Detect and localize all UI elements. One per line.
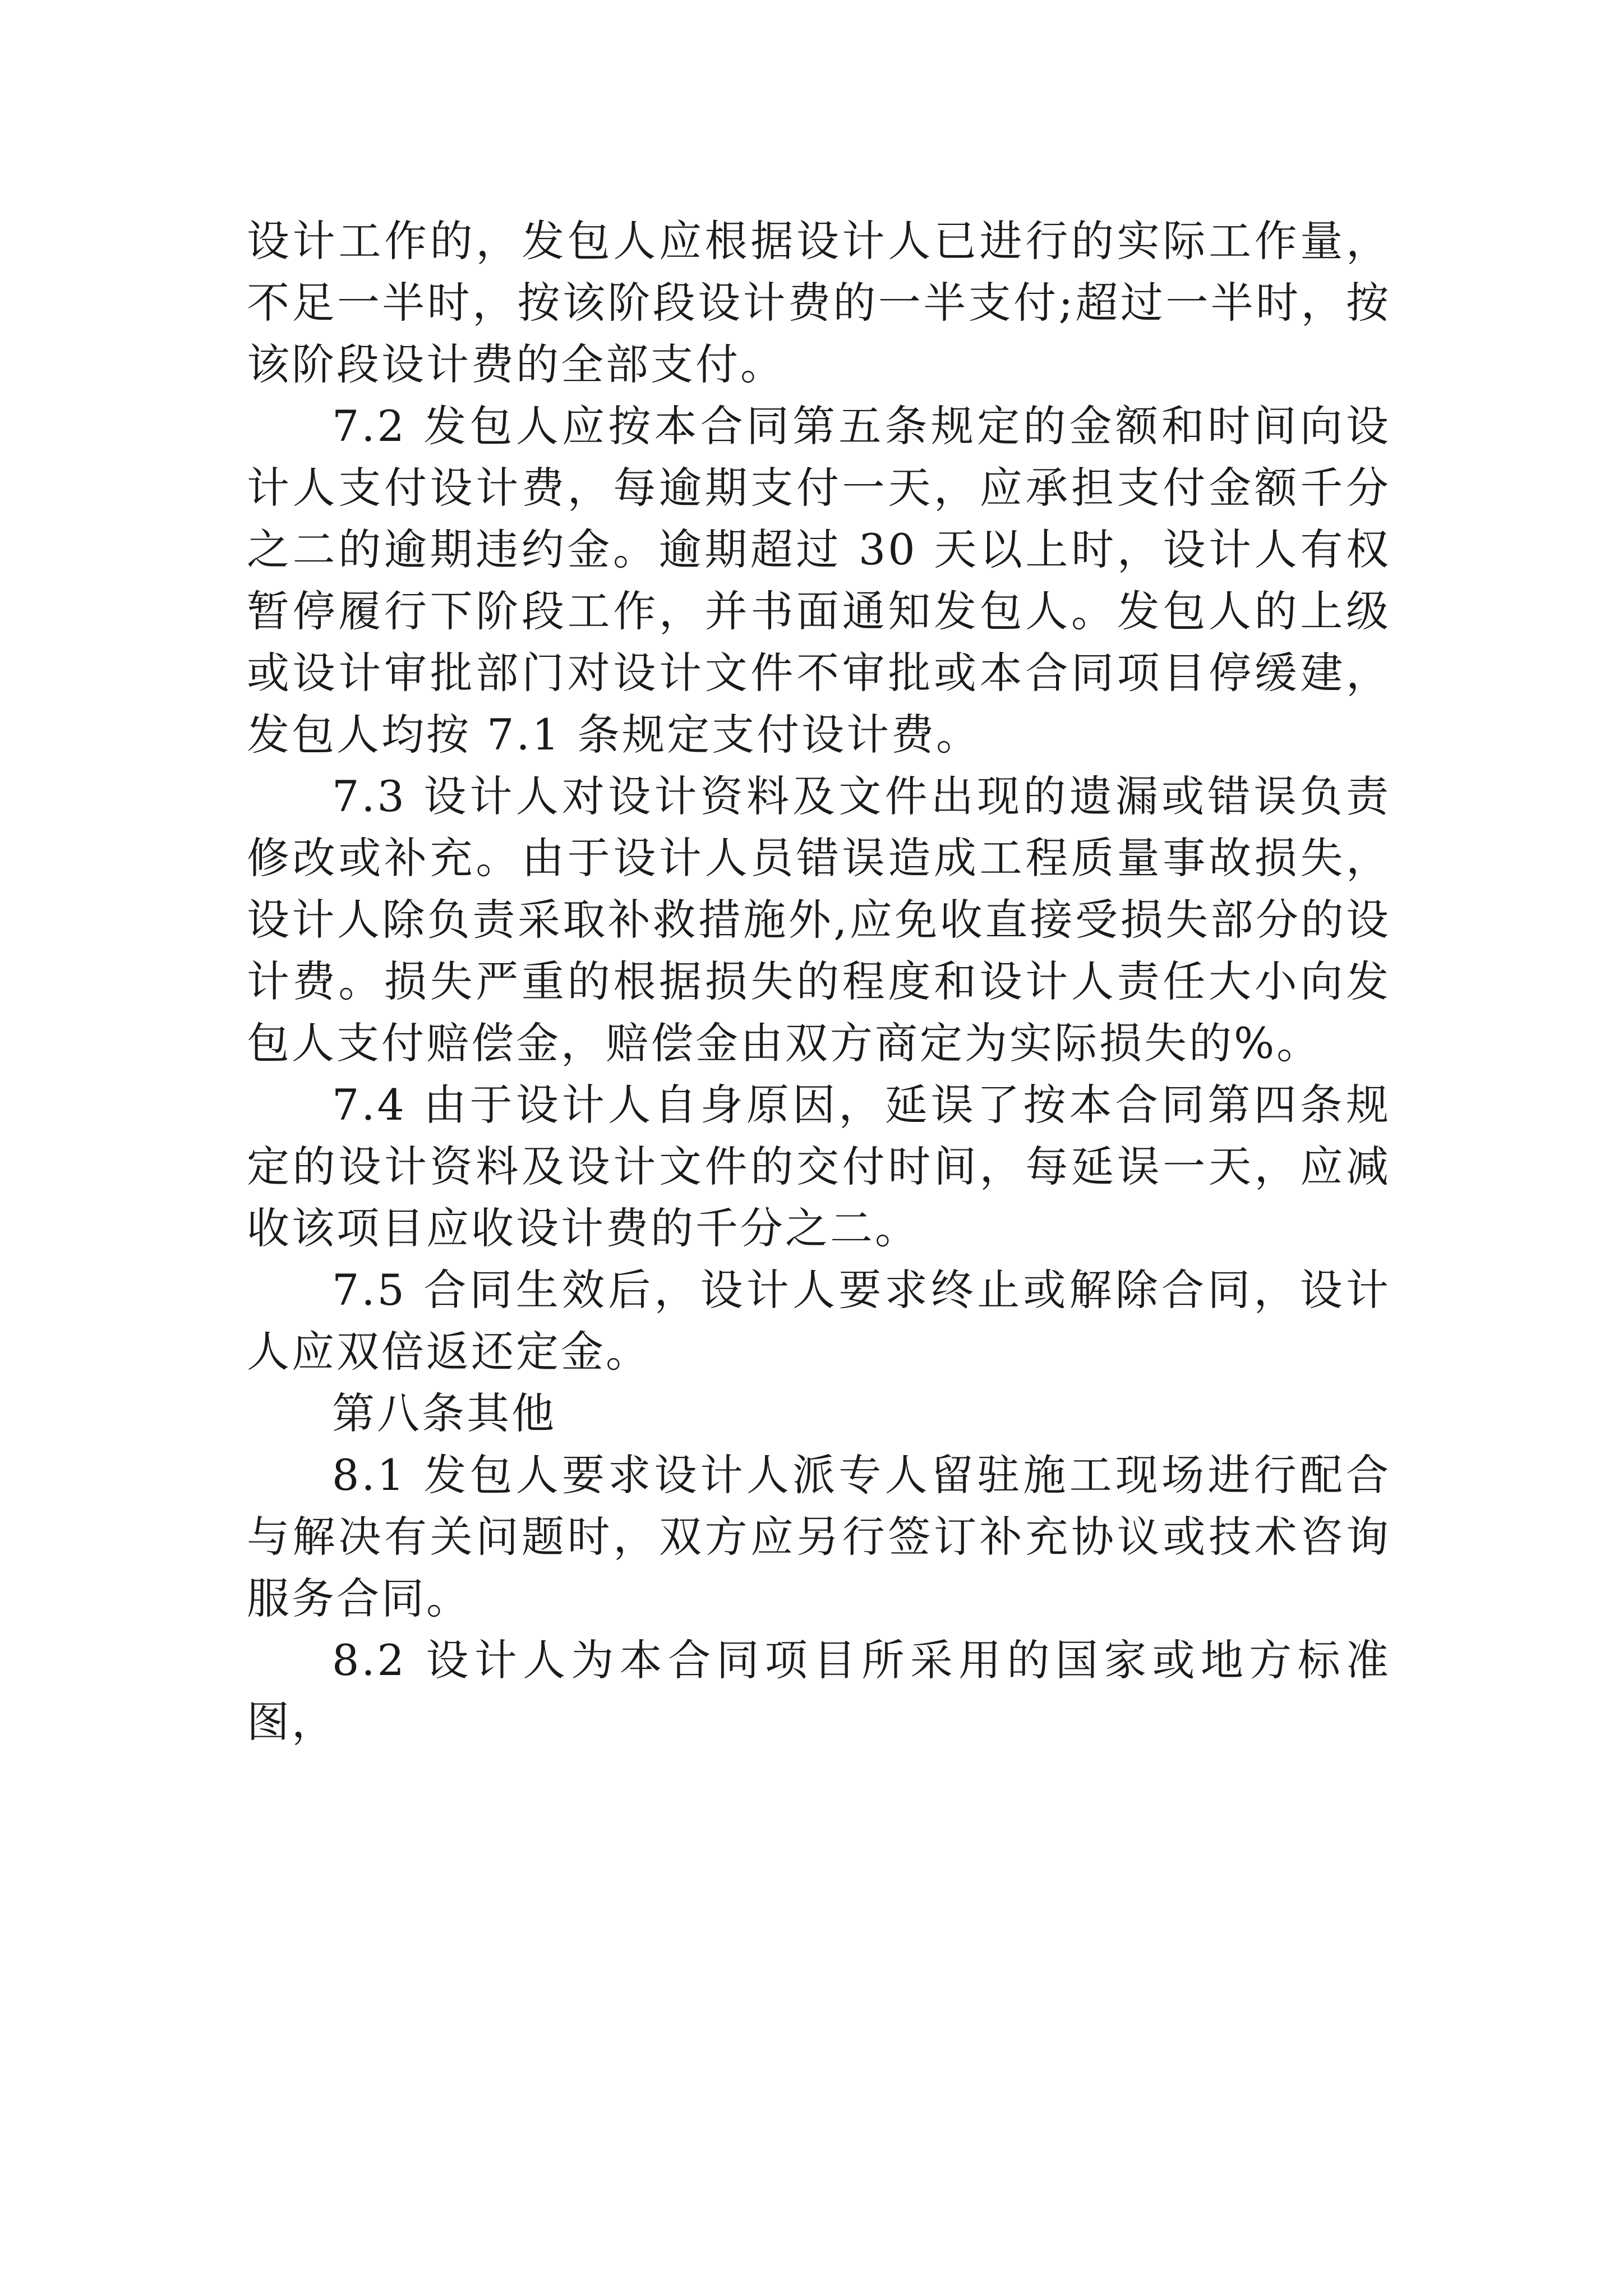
paragraph-7-2: 7.2 发包人应按本合同第五条规定的金额和时间向设计人支付设计费，每逾期支付一天，应承担支付金额千分之二的逾期违约金。逾期超过 30 天以上时，设计人有权暂停履行下阶段工作，并书面通知发包人。发包人的上级或设计审批部门对设计文件不审批或本合同项目停缓建，发包人均按 7.1 条规定支付设计费。 <box>247 401 1391 760</box>
paragraph-8-1: 8.1 发包人要求设计人派专人留驻施工现场进行配合与解决有关问题时，双方应另行签订补充协议或技术咨询服务合同。 <box>247 1450 1391 1623</box>
paragraph-7-5: 7.5 合同生效后，设计人要求终止或解除合同，设计人应双倍返还定金。 <box>247 1265 1391 1377</box>
section-heading-article-8: 第八条其他 <box>332 1388 556 1438</box>
paragraph-7-3: 7.3 设计人对设计资料及文件出现的遗漏或错误负责修改或补充。由于设计人员错误造成工程质量事故损失，设计人除负责采取补救措施外,应免收直接受损失部分的设计费。损失严重的根据损失的程度和设计人责任大小向发包人支付赔偿金，赔偿金由双方商定为实际损失的%。 <box>247 771 1391 1068</box>
paragraph-8-2: 8.2 设计人为本合同项目所采用的国家或地方标准图， <box>247 1635 1391 1747</box>
document-body <box>247 210 1391 1753</box>
paragraph-7-1-continued: 设计工作的，发包人应根据设计人已进行的实际工作量，不足一半时，按该阶段设计费的一半支付;超过一半时，按该阶段设计费的全部支付。 <box>247 216 1391 389</box>
paragraph-7-4: 7.4 由于设计人自身原因，延误了按本合同第四条规定的设计资料及设计文件的交付时间，每延误一天，应减收该项目应收设计费的千分之二。 <box>247 1080 1391 1253</box>
